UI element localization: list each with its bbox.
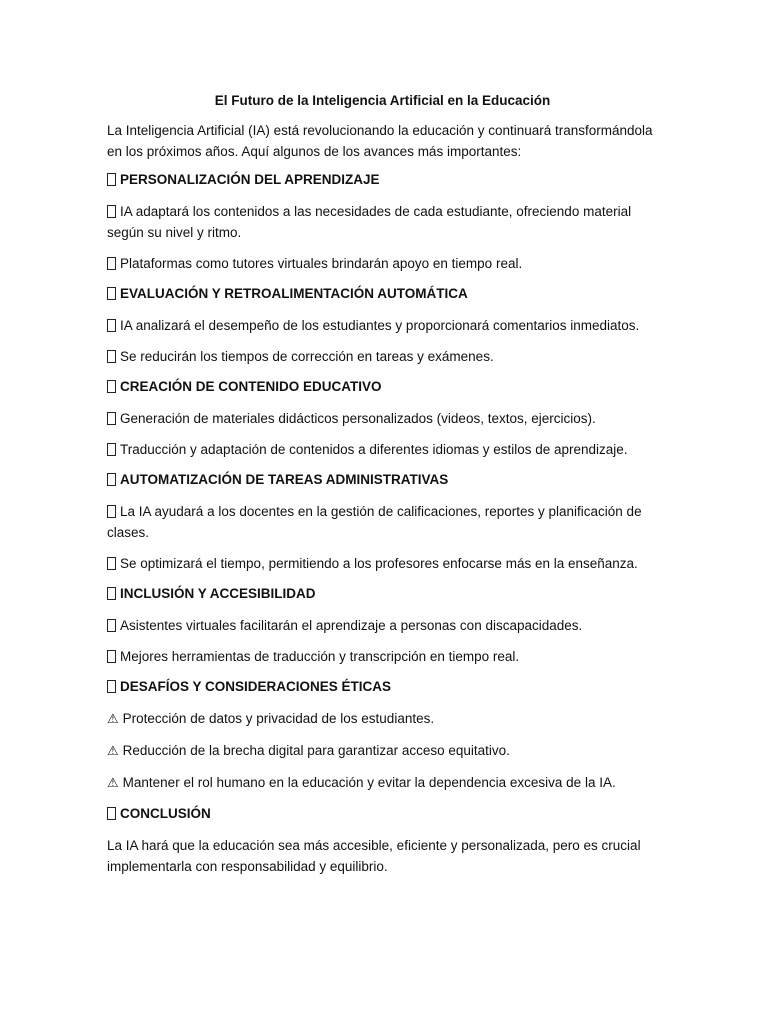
missing-glyph-box-icon — [107, 587, 116, 600]
section-heading — [107, 804, 658, 824]
missing-glyph-box-icon — [107, 380, 116, 393]
list-item — [107, 346, 658, 367]
section-heading-text: AUTOMATIZACIÓN DE TAREAS ADMINISTRATIVAS — [120, 472, 449, 487]
list-item-text: Protección de datos y privacidad de los estudiantes. — [122, 711, 435, 726]
list-item — [107, 201, 658, 243]
list-item-text: Asistentes virtuales facilitarán el aprendizaje a personas con discapacidades. — [120, 618, 583, 633]
section-heading-text: CREACIÓN DE CONTENIDO EDUCATIVO — [120, 379, 382, 394]
list-item — [107, 740, 658, 762]
missing-glyph-box-icon — [107, 205, 116, 218]
list-item-text: Se reducirán los tiempos de corrección en tareas y exámenes. — [120, 349, 494, 364]
list-item — [107, 439, 658, 460]
missing-glyph-box-icon — [107, 443, 116, 456]
list-item — [107, 646, 658, 667]
section-heading-text: INCLUSIÓN Y ACCESIBILIDAD — [120, 586, 316, 601]
list-item-text: IA adaptará los contenidos a las necesidades de cada estudiante, ofreciendo material según su nivel y ritmo. — [107, 204, 632, 240]
warning-icon: ⚠ — [107, 776, 119, 791]
list-item-text: Mejores herramientas de traducción y transcripción en tiempo real. — [120, 649, 520, 664]
list-item-text: La IA ayudará a los docentes en la gestión de calificaciones, reportes y planificación de clases. — [107, 504, 642, 540]
list-item-text: Plataformas como tutores virtuales brindarán apoyo en tiempo real. — [120, 256, 523, 271]
list-item — [107, 315, 658, 336]
missing-glyph-box-icon — [107, 807, 116, 820]
section-heading — [107, 584, 658, 604]
list-item-text: Reducción de la brecha digital para garantizar acceso equitativo. — [122, 743, 510, 758]
conclusion-paragraph: La IA hará que la educación sea más accesible, eficiente y personalizada, pero es crucial implementarla con responsabilidad y equilibrio. — [107, 838, 641, 874]
missing-glyph-box-icon — [107, 619, 116, 632]
intro-paragraph: La Inteligencia Artificial (IA) está revolucionando la educación y continuará transformándola en los próximos años. Aquí algunos de los avances más importantes: — [107, 123, 653, 159]
missing-glyph-box-icon — [107, 412, 116, 425]
section-heading — [107, 470, 658, 490]
sections-container — [107, 170, 658, 824]
warning-icon: ⚠ — [107, 744, 119, 759]
missing-glyph-box-icon — [107, 650, 116, 663]
list-item — [107, 772, 658, 794]
missing-glyph-box-icon — [107, 287, 116, 300]
list-item-text: Se optimizará el tiempo, permitiendo a los profesores enfocarse más en la enseñanza. — [120, 556, 638, 571]
missing-glyph-box-icon — [107, 505, 116, 518]
missing-glyph-box-icon — [107, 473, 116, 486]
section-heading — [107, 170, 658, 190]
section-heading-text: CONCLUSIÓN — [120, 806, 211, 821]
list-item — [107, 708, 658, 730]
list-item — [107, 501, 658, 543]
list-item-text: IA analizará el desempeño de los estudiantes y proporcionará comentarios inmediatos. — [120, 318, 640, 333]
missing-glyph-box-icon — [107, 173, 116, 186]
list-item — [107, 253, 658, 274]
document-title: El Futuro de la Inteligencia Artificial en la Educación — [214, 93, 551, 108]
missing-glyph-box-icon — [107, 319, 116, 332]
section-heading — [107, 284, 658, 304]
missing-glyph-box-icon — [107, 680, 116, 693]
section-heading-text: DESAFÍOS Y CONSIDERACIONES ÉTICAS — [120, 679, 392, 694]
list-item-text: Traducción y adaptación de contenidos a diferentes idiomas y estilos de aprendizaje. — [120, 442, 628, 457]
missing-glyph-box-icon — [107, 350, 116, 363]
section-heading-text: PERSONALIZACIÓN DEL APRENDIZAJE — [120, 172, 380, 187]
section-heading — [107, 677, 658, 697]
section-heading — [107, 377, 658, 397]
list-item — [107, 408, 658, 429]
warning-icon: ⚠ — [107, 712, 119, 727]
list-item-text: Generación de materiales didácticos personalizados (videos, textos, ejercicios). — [120, 411, 596, 426]
list-item — [107, 615, 658, 636]
missing-glyph-box-icon — [107, 557, 116, 570]
list-item-text: Mantener el rol humano en la educación y evitar la dependencia excesiva de la IA. — [122, 775, 616, 790]
list-item — [107, 553, 658, 574]
section-heading-text: EVALUACIÓN Y RETROALIMENTACIÓN AUTOMÁTICA — [120, 286, 468, 301]
missing-glyph-box-icon — [107, 257, 116, 270]
